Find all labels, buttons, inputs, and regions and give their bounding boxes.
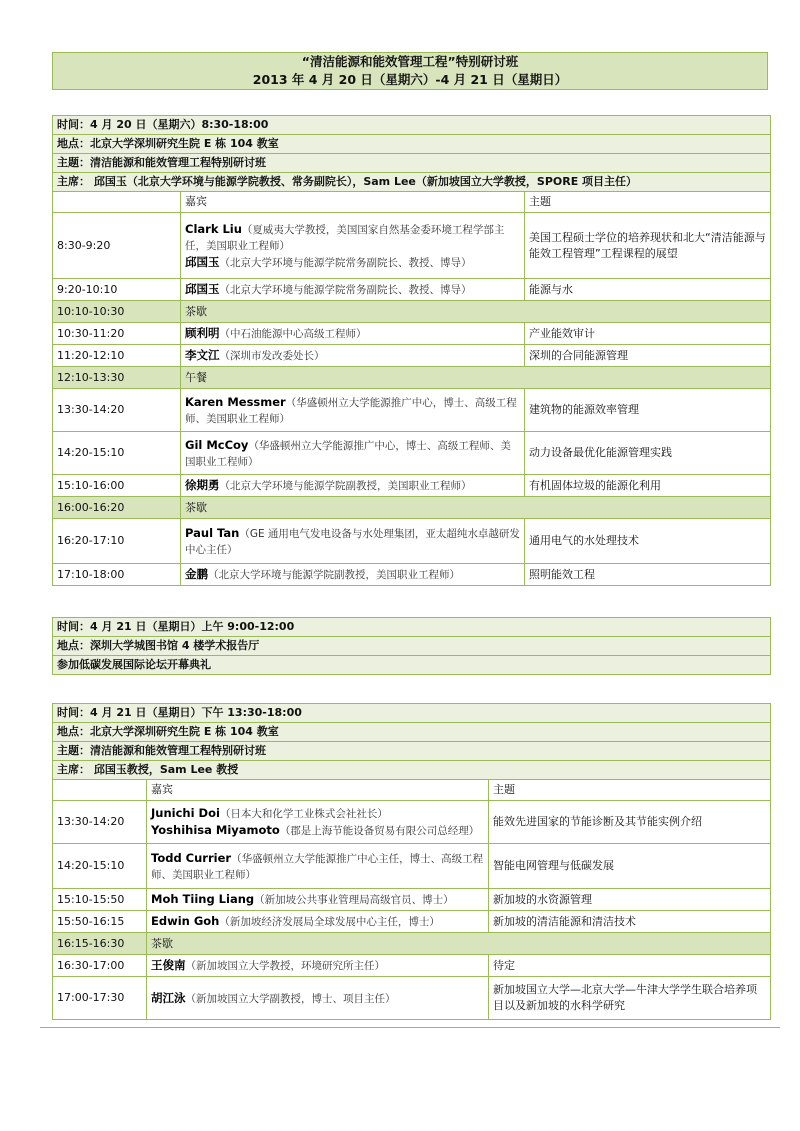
session-row (53, 213, 771, 279)
session-time: 15:10-15:50 (53, 889, 147, 911)
session-row (53, 432, 771, 475)
session-guests (181, 213, 525, 279)
session-time: 16:20-17:10 (53, 519, 181, 564)
day2pm-chair: 主席： 邱国玉教授，Sam Lee 教授 (53, 761, 771, 780)
session-guests (147, 977, 489, 1020)
session-time: 10:10-10:30 (53, 301, 181, 323)
session-row (53, 564, 771, 586)
guest-entry (185, 221, 520, 254)
session-row (53, 977, 771, 1020)
guest-name: Karen Messmer (185, 394, 286, 409)
session-time: 14:20-15:10 (53, 844, 147, 889)
guest-entry (185, 566, 520, 583)
break-row (53, 301, 771, 323)
guest-description: （GE 通用电气发电设备与水处理集团，亚太超纯水卓越研发中心主任） (185, 527, 520, 556)
guest-name: Moh Tiing Liang (151, 892, 255, 906)
day2am-place: 地点：深圳大学城图书馆 4 楼学术报告厅 (53, 637, 771, 656)
session-time: 8:30-9:20 (53, 213, 181, 279)
guest-description: （华盛顿州立大学能源推广中心，博士、高级工程师、美国职业工程师） (185, 396, 517, 425)
header-subject: 主题 (489, 780, 771, 801)
guest-entry (185, 477, 520, 494)
session-time: 11:20-12:10 (53, 345, 181, 367)
break-label: 茶歇 (181, 497, 771, 519)
guest-entry (185, 325, 520, 342)
guest-entry (185, 525, 520, 558)
session-row (53, 889, 771, 911)
session-time: 15:50-16:15 (53, 911, 147, 933)
session-subject: 新加坡国立大学—北京大学—牛津大学学生联合培养项目以及新加坡的水科学研究 (489, 977, 771, 1020)
guest-entry (151, 957, 484, 974)
guest-name: Junichi Doi (151, 806, 220, 820)
guest-entry (185, 394, 520, 427)
guest-description: （郡是上海节能设备贸易有限公司总经理） (279, 825, 480, 837)
guest-description: （日本大和化学工业株式会社社长） (219, 808, 388, 820)
guest-name: 徐期勇 (185, 478, 220, 492)
bottom-divider (40, 1027, 780, 1028)
guest-name: 邱国玉 (185, 254, 220, 269)
title-box (52, 52, 768, 90)
session-guests (147, 911, 489, 933)
guest-description: （深圳市发改委处长） (219, 350, 325, 362)
day2am-event: 参加低碳发展国际论坛开幕典礼 (53, 656, 771, 675)
day1-chair: 主席： 邱国玉（北京大学环境与能源学院教授、常务副院长），Sam Lee（新加坡国立大学教授，SPORE 项目主任） (53, 173, 771, 192)
session-guests (147, 801, 489, 844)
session-row (53, 345, 771, 367)
guest-description: （华盛顿州立大学能源推广中心，博士、高级工程师、美国职业工程师） (185, 439, 511, 468)
header-guest: 嘉宾 (181, 192, 525, 213)
session-row (53, 323, 771, 345)
guest-entry (185, 281, 520, 298)
guest-entry (151, 850, 484, 883)
guest-entry (185, 437, 520, 470)
session-time: 14:20-15:10 (53, 432, 181, 475)
break-row (53, 367, 771, 389)
day1-time: 时间：4 月 20 日（星期六）8:30-18:00 (53, 116, 771, 135)
guest-description: （新加坡国立大学副教授，博士、项目主任） (185, 992, 396, 1005)
session-subject: 深圳的合同能源管理 (525, 345, 771, 367)
session-time: 17:10-18:00 (53, 564, 181, 586)
session-guests (181, 519, 525, 564)
session-guests (181, 475, 525, 497)
title-line-1: “清洁能源和能效管理工程”特别研讨班 (301, 54, 519, 69)
session-subject: 美国工程硕士学位的培养现状和北大“清洁能源与能效工程管理”工程课程的展望 (525, 213, 771, 279)
guest-description: （夏威夷大学教授，美国国家自然基金委环境工程学部主任，美国职业工程师） (185, 223, 505, 252)
session-guests (147, 844, 489, 889)
guest-entry (151, 891, 484, 908)
guest-name: 金鹏 (185, 567, 208, 581)
guest-name: 邱国玉 (185, 282, 220, 296)
session-row (53, 389, 771, 432)
guest-description: （北京大学环境与能源学院副教授，美国职业工程师） (208, 569, 460, 581)
session-time: 10:30-11:20 (53, 323, 181, 345)
day2pm-topic: 主题：清洁能源和能效管理工程特别研讨班 (53, 742, 771, 761)
day2am-table (52, 617, 771, 675)
guest-description: （华盛顿州立大学能源推广中心主任，博士、高级工程师、美国职业工程师） (151, 852, 484, 881)
session-time: 16:30-17:00 (53, 955, 147, 977)
guest-description: （新加坡公共事业管理局高级官员、博士） (254, 894, 454, 906)
title-line-2: 2013 年 4 月 20 日（星期六）-4 月 21 日（星期日） (252, 72, 568, 87)
session-row (53, 279, 771, 301)
session-guests (181, 279, 525, 301)
guest-entry (185, 347, 520, 364)
session-guests (181, 564, 525, 586)
session-subject: 建筑物的能源效率管理 (525, 389, 771, 432)
guest-entry (185, 254, 520, 271)
guest-description: （北京大学环境与能源学院常务副院长、教授、博导） (219, 284, 472, 296)
guest-name: Clark Liu (185, 221, 242, 236)
guest-description: （新加坡国立大学教授，环境研究所主任） (185, 960, 385, 972)
guest-description: （北京大学环境与能源学院副教授，美国职业工程师） (219, 480, 472, 492)
guest-name: Edwin Goh (151, 914, 220, 928)
session-guests (181, 323, 525, 345)
guest-name: Gil McCoy (185, 437, 249, 452)
break-row (53, 497, 771, 519)
guest-name: 顾利明 (185, 326, 220, 340)
guest-description: （中石油能源中心高级工程师） (219, 328, 367, 340)
session-subject: 产业能效审计 (525, 323, 771, 345)
session-subject: 通用电气的水处理技术 (525, 519, 771, 564)
day2pm-schedule-table (52, 703, 771, 1020)
session-guests (181, 345, 525, 367)
session-time: 13:30-14:20 (53, 801, 147, 844)
guest-entry (151, 913, 484, 930)
session-guests (147, 889, 489, 911)
session-row (53, 519, 771, 564)
header-guest: 嘉宾 (147, 780, 489, 801)
session-time: 16:00-16:20 (53, 497, 181, 519)
break-label: 茶歇 (181, 301, 771, 323)
day2pm-place: 地点：北京大学深圳研究生院 E 栋 104 教室 (53, 723, 771, 742)
session-subject: 能源与水 (525, 279, 771, 301)
guest-name: Yoshihisa Miyamoto (151, 823, 280, 837)
guest-name: Paul Tan (185, 525, 240, 540)
day2am-time: 时间：4 月 21 日（星期日）上午 9:00-12:00 (53, 618, 771, 637)
guest-entry (151, 822, 484, 839)
session-guests (181, 432, 525, 475)
guest-name: 李文江 (185, 348, 220, 362)
day2pm-time: 时间：4 月 21 日（星期日）下午 13:30-18:00 (53, 704, 771, 723)
session-row (53, 955, 771, 977)
session-subject: 照明能效工程 (525, 564, 771, 586)
session-subject: 待定 (489, 955, 771, 977)
guest-name: 王俊南 (151, 958, 186, 972)
session-subject: 能效先进国家的节能诊断及其节能实例介绍 (489, 801, 771, 844)
session-subject: 新加坡的水资源管理 (489, 889, 771, 911)
header-blank (53, 780, 147, 801)
session-time: 12:10-13:30 (53, 367, 181, 389)
guest-entry (151, 805, 484, 822)
guest-name: 胡江泳 (151, 990, 186, 1005)
day1-schedule-table (52, 115, 771, 586)
guest-description: （北京大学环境与能源学院常务副院长、教授、博导） (219, 256, 472, 269)
header-subject: 主题 (525, 192, 771, 213)
session-subject: 有机固体垃圾的能源化利用 (525, 475, 771, 497)
session-subject: 新加坡的清洁能源和清洁技术 (489, 911, 771, 933)
session-guests (181, 389, 525, 432)
session-row (53, 475, 771, 497)
guest-entry (151, 990, 484, 1007)
session-subject: 智能电网管理与低碳发展 (489, 844, 771, 889)
day1-place: 地点：北京大学深圳研究生院 E 栋 104 教室 (53, 135, 771, 154)
break-row (53, 933, 771, 955)
session-row (53, 801, 771, 844)
day1-topic: 主题：清洁能源和能效管理工程特别研讨班 (53, 154, 771, 173)
break-label: 午餐 (181, 367, 771, 389)
session-time: 15:10-16:00 (53, 475, 181, 497)
session-time: 13:30-14:20 (53, 389, 181, 432)
session-time: 16:15-16:30 (53, 933, 147, 955)
session-guests (147, 955, 489, 977)
session-row (53, 911, 771, 933)
session-subject: 动力设备最优化能源管理实践 (525, 432, 771, 475)
guest-description: （新加坡经济发展局全球发展中心主任，博士） (219, 916, 440, 928)
break-label: 茶歇 (147, 933, 771, 955)
header-blank (53, 192, 181, 213)
session-time: 9:20-10:10 (53, 279, 181, 301)
session-time: 17:00-17:30 (53, 977, 147, 1020)
session-row (53, 844, 771, 889)
guest-name: Todd Currier (151, 850, 232, 865)
